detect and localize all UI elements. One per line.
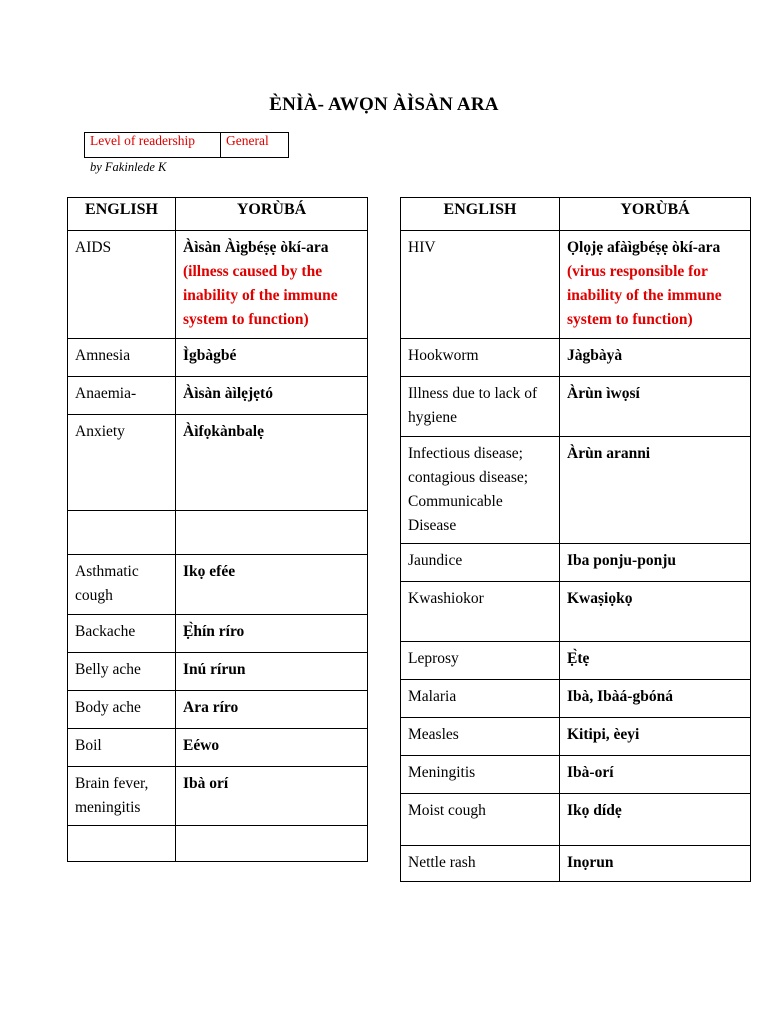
table-row [68, 377, 368, 415]
yoruba-term: Àrùn ìwọsí [567, 385, 640, 402]
yoruba-term: Eéwo [183, 737, 220, 754]
yoruba-term-cell [176, 615, 368, 653]
yoruba-term-cell [176, 767, 368, 826]
yoruba-term-cell [560, 794, 751, 846]
yoruba-term-cell [560, 339, 751, 377]
table-row [401, 680, 751, 718]
yoruba-term-cell [176, 826, 368, 862]
english-term: Brain fever, meningitis [68, 767, 176, 826]
yoruba-term-cell [176, 339, 368, 377]
header-english: ENGLISH [401, 198, 560, 231]
english-term: Nettle rash [401, 846, 560, 882]
yoruba-term: Àìsàn àìlẹjẹtó [183, 385, 273, 402]
english-term: Amnesia [68, 339, 176, 377]
yoruba-term: Iba ponju-ponju [567, 552, 676, 569]
english-term: Anxiety [68, 415, 176, 511]
english-term: Anaemia- [68, 377, 176, 415]
english-term: Hookworm [401, 339, 560, 377]
yoruba-term: Ìgbàgbé [183, 347, 237, 364]
table-row [68, 767, 368, 826]
yoruba-term: Kwaṣiọkọ [567, 590, 633, 607]
page-title: ÈNÌÀ- AWỌN ÀÌSÀN ARA [269, 94, 499, 115]
table-row [401, 231, 751, 339]
yoruba-term: Ẹ̀tẹ [567, 650, 590, 667]
english-term: Backache [68, 615, 176, 653]
table-row [401, 582, 751, 642]
yoruba-term-cell [176, 653, 368, 691]
table-row [68, 826, 368, 862]
glossary-table-left [67, 197, 368, 862]
english-term: Meningitis [401, 756, 560, 794]
yoruba-term-cell [176, 729, 368, 767]
table-row [401, 642, 751, 680]
table-row [401, 846, 751, 882]
table-row [68, 653, 368, 691]
yoruba-term-cell [560, 756, 751, 794]
yoruba-term: Inú rírun [183, 661, 246, 678]
table-row [401, 544, 751, 582]
english-term: Infectious disease; contagious disease; Communicable Disease [401, 437, 560, 544]
table-row [401, 794, 751, 846]
yoruba-term-cell [560, 680, 751, 718]
yoruba-term: Kitipi, èeyi [567, 726, 640, 743]
yoruba-term: Ara ríro [183, 699, 239, 716]
yoruba-term-cell [560, 718, 751, 756]
author-line: by Fakinlede K [90, 160, 167, 174]
yoruba-term-cell [176, 377, 368, 415]
table-row [401, 437, 751, 544]
yoruba-term-cell [560, 582, 751, 642]
yoruba-term: Àìsàn Àìgbéṣẹ òkí-ara [183, 239, 329, 256]
yoruba-term: Ọlọjẹ afàìgbéṣẹ òkí-ara [567, 239, 721, 256]
yoruba-term: Ikọ dídẹ [567, 802, 622, 819]
translation-note: (illness caused by the inability of the immune system to function) [183, 263, 338, 328]
yoruba-term: Ikọ efée [183, 563, 236, 580]
english-term: Leprosy [401, 642, 560, 680]
yoruba-term: Inọrun [567, 854, 614, 871]
yoruba-term-cell [176, 691, 368, 729]
yoruba-term-cell [176, 555, 368, 615]
english-term: Boil [68, 729, 176, 767]
yoruba-term: Jàgbàyà [567, 347, 623, 364]
yoruba-term: Àrùn aranni [567, 445, 651, 462]
table-row [401, 756, 751, 794]
yoruba-term: Ibà-orí [567, 764, 614, 781]
english-term [68, 511, 176, 555]
yoruba-term-cell [176, 415, 368, 511]
yoruba-term: Ibà orí [183, 775, 229, 792]
yoruba-term-cell [560, 377, 751, 437]
yoruba-term-cell [176, 231, 368, 339]
english-term: Jaundice [401, 544, 560, 582]
table-row [68, 339, 368, 377]
table-row [401, 377, 751, 437]
yoruba-term-cell [560, 642, 751, 680]
readership-table [84, 132, 289, 158]
english-term: Measles [401, 718, 560, 756]
yoruba-term: Ẹ̀hín ríro [183, 623, 245, 640]
glossary-table-right [400, 197, 751, 882]
english-term: Moist cough [401, 794, 560, 846]
english-term: Kwashiokor [401, 582, 560, 642]
table-row [68, 511, 368, 555]
table-row [68, 729, 368, 767]
table-row [401, 339, 751, 377]
readership-value: General [221, 133, 289, 158]
yoruba-term: Ibà, Ibàá-gbóná [567, 688, 673, 705]
table-row [68, 555, 368, 615]
yoruba-term-cell [560, 437, 751, 544]
readership-label: Level of readership [85, 133, 221, 158]
yoruba-term-cell [560, 231, 751, 339]
header-english: ENGLISH [68, 198, 176, 231]
english-term: HIV [401, 231, 560, 339]
table-row [68, 231, 368, 339]
english-term: Illness due to lack of hygiene [401, 377, 560, 437]
yoruba-term-cell [176, 511, 368, 555]
english-term: Body ache [68, 691, 176, 729]
yoruba-term-cell [560, 544, 751, 582]
table-row [401, 718, 751, 756]
english-term: Malaria [401, 680, 560, 718]
table-row [68, 691, 368, 729]
header-yoruba: YORÙBÁ [176, 198, 368, 231]
yoruba-term: Àìfọkànbalẹ [183, 423, 264, 440]
english-term: Asthmatic cough [68, 555, 176, 615]
english-term: AIDS [68, 231, 176, 339]
yoruba-term-cell [560, 846, 751, 882]
table-row [68, 415, 368, 511]
translation-note: (virus responsible for inability of the immune system to function) [567, 263, 722, 328]
table-row [68, 615, 368, 653]
header-yoruba: YORÙBÁ [560, 198, 751, 231]
english-term [68, 826, 176, 862]
english-term: Belly ache [68, 653, 176, 691]
